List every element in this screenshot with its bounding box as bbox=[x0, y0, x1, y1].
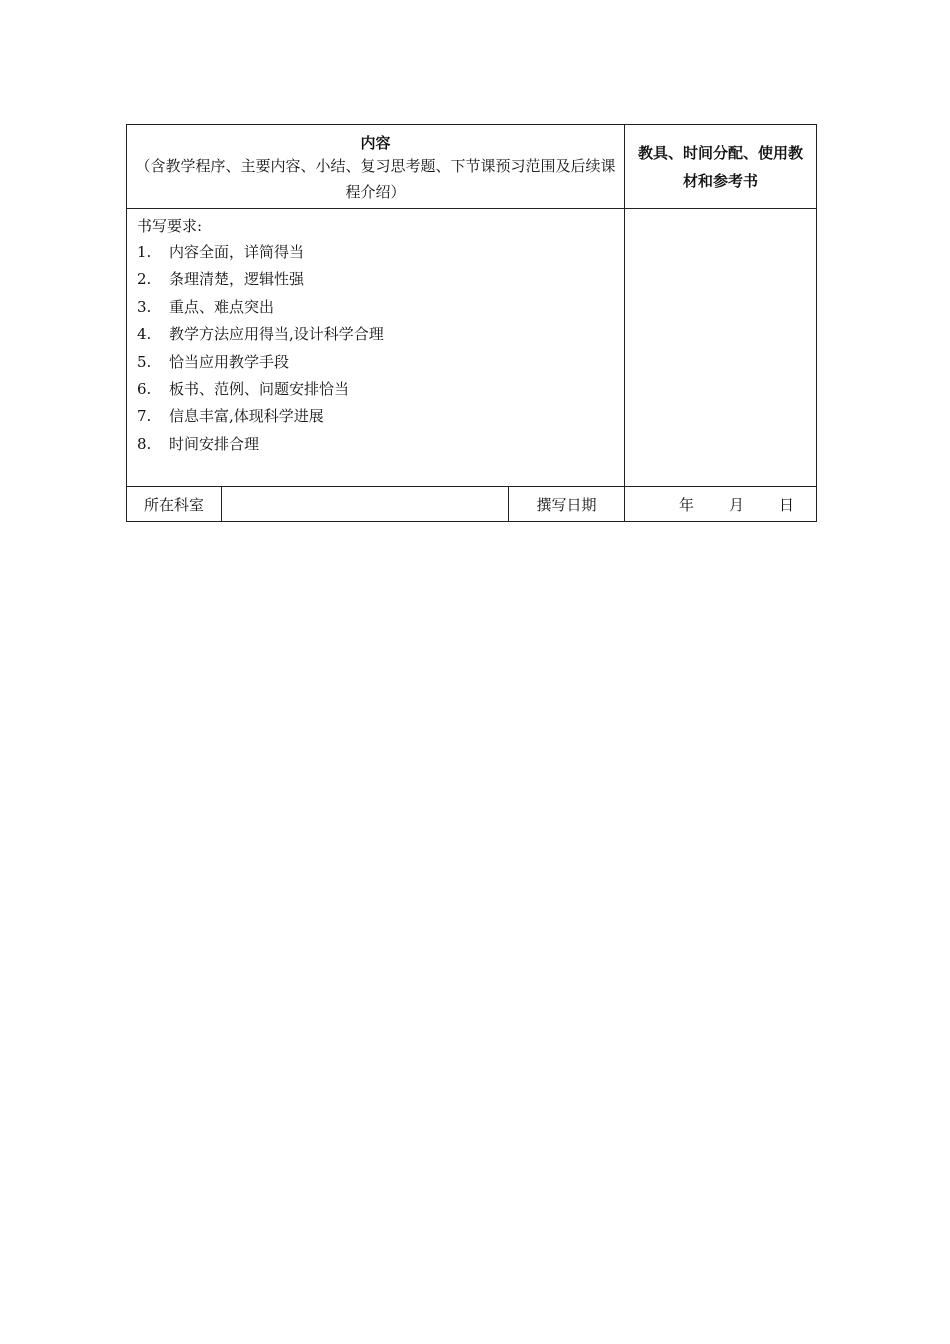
content-title: 内容 bbox=[360, 133, 391, 152]
item-text: 内容全面，详简得当 bbox=[169, 243, 305, 261]
content-header-cell bbox=[127, 125, 625, 209]
list-item bbox=[137, 431, 614, 458]
item-text: 条理清楚，逻辑性强 bbox=[169, 270, 305, 289]
day-label: 日 bbox=[779, 495, 795, 514]
item-number: 2. bbox=[137, 270, 152, 289]
item-number: 7. bbox=[137, 407, 152, 426]
year-label: 年 bbox=[679, 495, 695, 514]
lesson-plan-sheet bbox=[126, 124, 816, 520]
department-field[interactable] bbox=[222, 487, 509, 522]
requirements-list bbox=[137, 239, 614, 458]
list-item bbox=[137, 349, 614, 376]
date-field[interactable] bbox=[625, 487, 817, 522]
content-subtitle: （含教学程序、主要内容、小结、复习思考题、下节课预习范围及后续课程介绍） bbox=[135, 156, 616, 201]
month-label: 月 bbox=[729, 495, 745, 514]
item-number: 3. bbox=[137, 297, 152, 316]
item-text: 重点、难点突出 bbox=[169, 297, 275, 316]
lesson-plan-table bbox=[126, 124, 817, 522]
list-item bbox=[137, 321, 614, 348]
item-number: 6. bbox=[137, 380, 152, 399]
item-number: 5. bbox=[137, 352, 152, 371]
tools-header-cell bbox=[625, 125, 817, 209]
tools-title: 教具、时间分配、使用教材和参考书 bbox=[638, 143, 804, 190]
list-item bbox=[137, 403, 614, 430]
item-text: 板书、范例、问题安排恰当 bbox=[169, 380, 350, 399]
content-body-cell[interactable] bbox=[127, 209, 625, 487]
item-text: 时间安排合理 bbox=[169, 434, 260, 453]
item-text: 教学方法应用得当,设计科学合理 bbox=[169, 325, 384, 344]
list-item bbox=[137, 376, 614, 403]
item-number: 1. bbox=[137, 243, 152, 261]
list-item bbox=[137, 266, 614, 293]
department-label: 所在科室 bbox=[127, 487, 222, 522]
list-item bbox=[137, 294, 614, 321]
item-text: 信息丰富,体现科学进展 bbox=[169, 407, 324, 426]
date-label: 撰写日期 bbox=[509, 487, 625, 522]
header-row bbox=[127, 125, 817, 209]
item-text: 恰当应用教学手段 bbox=[169, 352, 290, 371]
list-item bbox=[137, 239, 614, 266]
requirements-heading: 书写要求: bbox=[137, 217, 203, 235]
footer-row bbox=[127, 487, 817, 522]
item-number: 8. bbox=[137, 434, 152, 453]
body-row bbox=[127, 209, 817, 487]
tools-body-cell[interactable] bbox=[625, 209, 817, 487]
item-number: 4. bbox=[137, 325, 152, 344]
